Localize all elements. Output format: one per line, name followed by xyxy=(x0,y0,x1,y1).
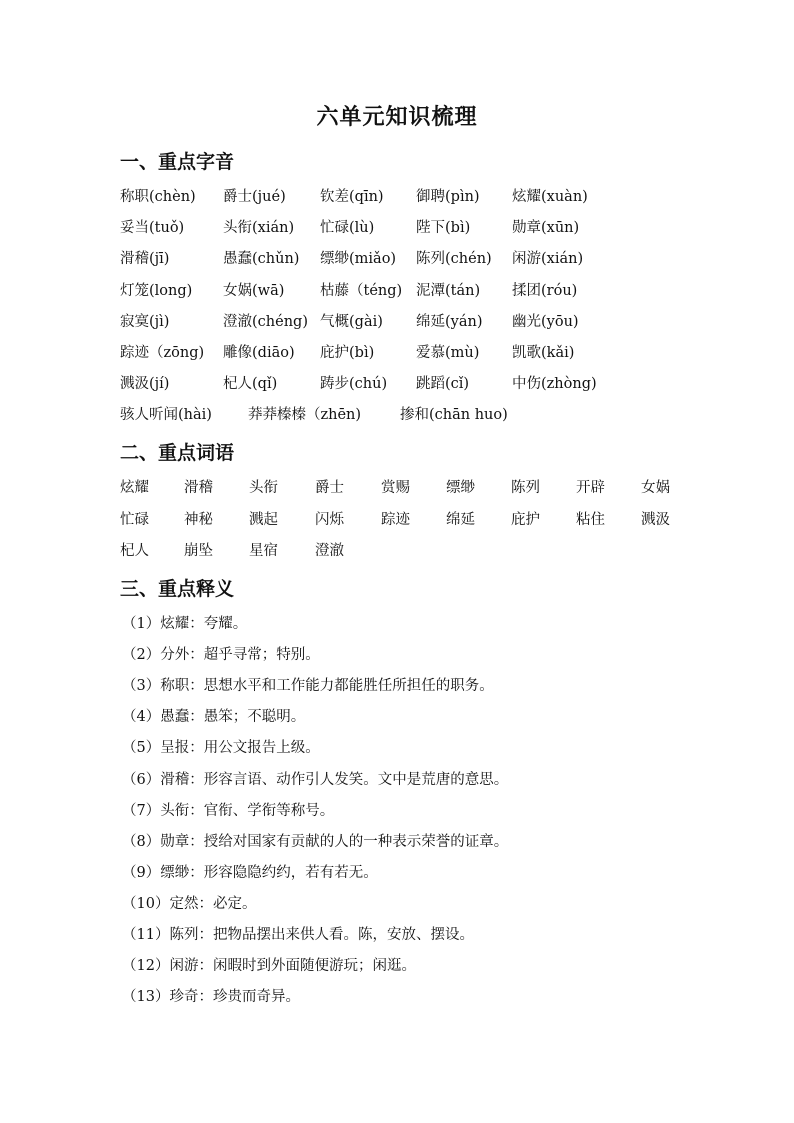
pronunciation-entry: 莽莽榛榛（zhēn) xyxy=(248,407,362,424)
definition-item: （1）炫耀：夸耀。 xyxy=(122,616,248,632)
pronunciation-entry: 滑稽(jī) xyxy=(120,251,170,268)
definition-item: （6）滑稽：形容言语、动作引人发笑。文中是荒唐的意思。 xyxy=(122,771,509,788)
pronunciation-entry: 钦差(qīn) xyxy=(320,189,384,205)
vocabulary-word: 陈列 xyxy=(511,480,540,496)
pronunciation-entry: 绵延(yán) xyxy=(416,313,483,330)
vocabulary-word: 溅起 xyxy=(249,511,278,528)
vocabulary-word: 忙碌 xyxy=(120,511,149,528)
document-title: 六单元知识梳理 xyxy=(316,105,478,130)
pronunciation-entry: 中伤(zhòng) xyxy=(512,376,597,393)
vocabulary-word: 神秘 xyxy=(184,511,213,528)
pronunciation-entry: 忙碌(lù) xyxy=(320,220,375,237)
pronunciation-entry: 灯笼(long) xyxy=(120,282,193,299)
definition-item: （2）分外：超乎寻常；特别。 xyxy=(122,647,320,664)
vocabulary-word: 滑稽 xyxy=(184,480,213,496)
section-heading-definitions: 三、重点释义 xyxy=(120,578,235,600)
pronunciation-entry: 爵士(jué) xyxy=(223,189,286,205)
vocabulary-word: 闪烁 xyxy=(315,511,344,528)
pronunciation-entry: 溅汲(jí) xyxy=(120,376,170,393)
vocabulary-word: 绵延 xyxy=(446,511,475,528)
pronunciation-entry: 闲游(xián) xyxy=(512,251,584,268)
pronunciation-entry: 踪迹（zōng) xyxy=(120,345,205,361)
pronunciation-entry: 踌步(chú) xyxy=(320,376,388,393)
pronunciation-entry: 枯藤（téng) xyxy=(320,282,403,299)
vocabulary-word: 杞人 xyxy=(120,543,149,559)
section-heading-vocabulary: 二、重点词语 xyxy=(120,442,235,464)
definition-item: （10）定然：必定。 xyxy=(122,895,257,912)
pronunciation-entry: 御聘(pìn) xyxy=(416,189,480,205)
pronunciation-entry: 雕像(diāo) xyxy=(223,345,295,361)
vocabulary-word: 女娲 xyxy=(641,480,670,496)
pronunciation-entry: 女娲(wā) xyxy=(223,282,285,299)
definition-item: （5）呈报：用公文报告上级。 xyxy=(122,740,320,757)
pronunciation-entry: 寂寞(jì) xyxy=(120,313,170,330)
pronunciation-entry: 勋章(xūn) xyxy=(512,220,580,237)
pronunciation-entry: 炫耀(xuàn) xyxy=(512,189,588,205)
definition-item: （11）陈列：把物品摆出来供人看。陈，安放、摆设。 xyxy=(122,927,474,943)
vocabulary-word: 粘住 xyxy=(576,511,605,528)
definition-item: （13）珍奇：珍贵而奇异。 xyxy=(122,989,300,1006)
pronunciation-entry: 幽光(yōu) xyxy=(512,313,579,330)
vocabulary-word: 炫耀 xyxy=(120,480,149,496)
pronunciation-entry: 庇护(bì) xyxy=(320,345,375,361)
definition-item: （4）愚蠢：愚笨；不聪明。 xyxy=(122,709,306,726)
vocabulary-word: 星宿 xyxy=(249,543,278,559)
vocabulary-word: 踪迹 xyxy=(381,511,410,528)
definition-item: （12）闲游：闲暇时到外面随便游玩；闲逛。 xyxy=(122,958,416,975)
vocabulary-word: 缥缈 xyxy=(446,480,475,496)
pronunciation-entry: 缥缈(miǎo) xyxy=(320,251,397,268)
vocabulary-word: 爵士 xyxy=(315,480,344,496)
pronunciation-entry: 骇人听闻(hài) xyxy=(120,407,212,424)
pronunciation-entry: 妥当(tuǒ) xyxy=(120,220,185,237)
vocabulary-word: 开辟 xyxy=(576,480,605,496)
pronunciation-entry: 掺和(chān huo) xyxy=(400,407,508,424)
definition-item: （9）缥缈：形容隐隐约约，若有若无。 xyxy=(122,864,378,881)
pronunciation-entry: 澄澈(chéng) xyxy=(223,313,308,330)
vocabulary-word: 崩坠 xyxy=(184,543,213,559)
section-heading-pronunciation: 一、重点字音 xyxy=(120,151,235,173)
pronunciation-entry: 凯歌(kǎi) xyxy=(512,345,575,361)
vocabulary-word: 庇护 xyxy=(511,511,540,528)
definition-item: （3）称职：思想水平和工作能力都能胜任所担任的职务。 xyxy=(122,678,494,695)
pronunciation-entry: 陛下(bì) xyxy=(416,220,471,237)
pronunciation-entry: 泥潭(tán) xyxy=(416,282,481,299)
vocabulary-word: 头衔 xyxy=(249,480,278,496)
vocabulary-word: 澄澈 xyxy=(315,543,344,559)
pronunciation-entry: 称职(chèn) xyxy=(120,189,196,205)
vocabulary-word: 溅汲 xyxy=(641,511,670,528)
pronunciation-entry: 愚蠢(chǔn) xyxy=(223,251,300,268)
pronunciation-entry: 爱慕(mù) xyxy=(416,345,480,361)
pronunciation-entry: 杞人(qǐ) xyxy=(223,376,278,393)
definition-item: （8）勋章：授给对国家有贡献的人的一种表示荣誉的证章。 xyxy=(122,833,509,850)
pronunciation-entry: 揉团(róu) xyxy=(512,282,578,299)
pronunciation-entry: 头衔(xián) xyxy=(223,220,295,237)
pronunciation-entry: 跳蹈(cǐ) xyxy=(416,376,470,393)
pronunciation-entry: 气概(gài) xyxy=(320,313,383,330)
vocabulary-word: 赏赐 xyxy=(381,480,410,496)
pronunciation-entry: 陈列(chén) xyxy=(416,251,492,268)
definition-item: （7）头衔：官衔、学衔等称号。 xyxy=(122,802,335,819)
